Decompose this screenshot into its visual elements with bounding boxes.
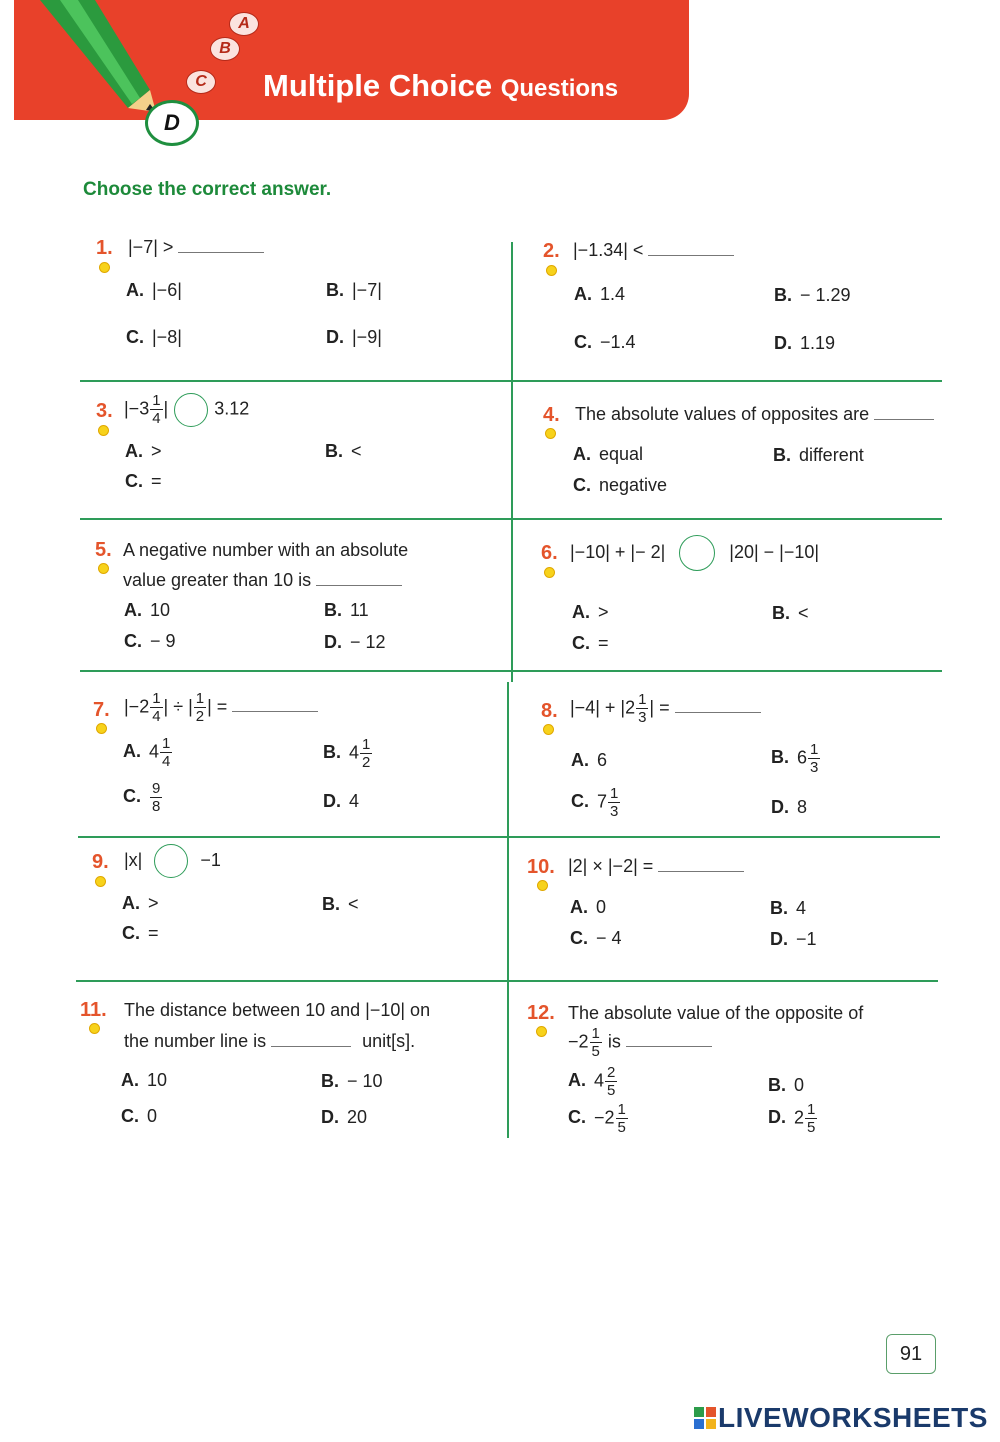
option-b[interactable]: B. < <box>772 603 809 623</box>
bullet-dot <box>536 1026 547 1037</box>
bubble-b: B <box>210 37 240 61</box>
option-a[interactable]: A. 0 <box>570 897 607 917</box>
bullet-dot <box>546 265 557 276</box>
option-d[interactable]: D. − 12 <box>324 632 386 652</box>
answer-circle[interactable] <box>679 535 715 571</box>
question-text: A negative number with an absolute <box>123 540 409 560</box>
option-d[interactable]: D. 20 <box>321 1107 368 1127</box>
bullet-dot <box>544 567 555 578</box>
option-b[interactable]: B. − 1.29 <box>774 285 851 305</box>
option-c[interactable]: C. = <box>572 633 609 653</box>
option-b[interactable]: B. < <box>322 894 359 914</box>
option-a[interactable]: A. 4 $\frac{2}{5}$ <box>568 1064 616 1099</box>
option-b[interactable]: B. 4 $\frac{1}{2}$ <box>323 736 371 771</box>
question-number: 11. <box>80 999 107 1021</box>
column-divider <box>507 682 509 1138</box>
option-c[interactable]: C. −1.4 <box>574 332 636 352</box>
option-b[interactable]: B. 4 <box>770 898 807 918</box>
question-number: 3. <box>96 400 113 422</box>
question-number: 6. <box>541 542 558 564</box>
option-d[interactable]: D. 1.19 <box>774 333 836 353</box>
question-text: |−4| + |2 $\frac{1}{3}$ | = <box>570 691 761 726</box>
option-c[interactable]: C. |−8| <box>126 327 182 347</box>
option-a[interactable]: A. > <box>122 893 159 913</box>
option-a[interactable]: A. > <box>572 602 609 622</box>
option-b[interactable]: B. − 10 <box>321 1071 383 1091</box>
option-c[interactable]: C. $\frac{9}{8}$ <box>123 780 161 815</box>
row-divider <box>80 670 942 672</box>
bubble-c: C <box>186 70 216 94</box>
row-divider <box>80 380 942 382</box>
option-c[interactable]: C. 0 <box>121 1106 158 1126</box>
column-divider <box>511 242 513 682</box>
answer-circle[interactable] <box>174 393 208 427</box>
option-c[interactable]: C. = <box>125 471 162 491</box>
option-a[interactable]: A. |−6| <box>126 280 182 300</box>
bubble-d: D <box>145 100 199 146</box>
question-number: 10. <box>527 856 555 878</box>
option-c[interactable]: C. −2 $\frac{1}{5}$ <box>568 1101 626 1136</box>
question-text: |−7| > <box>128 237 264 258</box>
question-text: |x| −1 <box>124 844 221 878</box>
option-a[interactable]: A. equal <box>573 444 644 464</box>
option-a[interactable]: A. 10 <box>121 1070 168 1090</box>
liveworksheets-icon <box>694 1407 716 1429</box>
answer-circle[interactable] <box>154 844 188 878</box>
option-a[interactable]: A. > <box>125 441 162 461</box>
page-number: 91 <box>886 1334 936 1374</box>
question-text: −2 $\frac{1}{5}$ is <box>568 1025 712 1060</box>
question-text: value greater than 10 is <box>123 570 402 591</box>
bullet-dot <box>89 1023 100 1034</box>
option-d[interactable]: D. 2 $\frac{1}{5}$ <box>768 1101 816 1136</box>
question-text: |−10| + |− 2| |20| − |−10| <box>570 535 819 571</box>
row-divider <box>76 980 938 982</box>
bullet-dot <box>537 880 548 891</box>
bullet-dot <box>96 723 107 734</box>
question-text: The absolute value of the opposite of <box>568 1003 864 1023</box>
question-text: The distance between 10 and |−10| on <box>124 1000 431 1020</box>
option-a[interactable]: A. 4 $\frac{1}{4}$ <box>123 735 171 770</box>
option-d[interactable]: D. |−9| <box>326 327 382 347</box>
option-a[interactable]: A. 10 <box>124 600 171 620</box>
option-d[interactable]: D. −1 <box>770 929 817 949</box>
option-b[interactable]: B. 11 <box>324 600 369 620</box>
option-c[interactable]: C. negative <box>573 475 668 495</box>
question-number: 5. <box>95 539 112 561</box>
bullet-dot <box>98 563 109 574</box>
option-d[interactable]: D. 8 <box>771 797 808 817</box>
bullet-dot <box>98 425 109 436</box>
bullet-dot <box>95 876 106 887</box>
question-text: |−3 $\frac{1}{4}$ | 3.12 <box>124 392 250 427</box>
question-text: |2| × |−2| = <box>568 856 744 877</box>
option-c[interactable]: C. − 4 <box>570 928 622 948</box>
row-divider <box>80 518 942 520</box>
question-number: 9. <box>92 851 109 873</box>
option-c[interactable]: C. = <box>122 923 159 943</box>
option-d[interactable]: D. 4 <box>323 791 360 811</box>
question-text: the number line is unit[s]. <box>124 1031 416 1051</box>
instruction: Choose the correct answer. <box>83 179 332 200</box>
option-b[interactable]: B. 0 <box>768 1075 805 1095</box>
question-text: The absolute values of opposites are <box>575 404 934 425</box>
question-number: 8. <box>541 700 558 722</box>
option-b[interactable]: B. 6 $\frac{1}{3}$ <box>771 741 819 776</box>
page-title: Multiple Choice Questions <box>263 68 619 103</box>
question-number: 4. <box>543 404 560 426</box>
option-a[interactable]: A. 1.4 <box>574 284 626 304</box>
bullet-dot <box>99 262 110 273</box>
bullet-dot <box>545 428 556 439</box>
question-text: |−1.34| < <box>573 240 734 261</box>
question-number: 7. <box>93 699 110 721</box>
option-c[interactable]: C. 7 $\frac{1}{3}$ <box>571 785 619 820</box>
question-text: |−2 $\frac{1}{4}$ | ÷ | $\frac{1}{2}$ | = <box>124 690 318 725</box>
question-number: 2. <box>543 240 560 262</box>
row-divider <box>78 836 940 838</box>
option-b[interactable]: B. different <box>773 445 864 465</box>
question-number: 1. <box>96 237 113 259</box>
brand-logo: LIVEWORKSHEETS <box>694 1402 988 1434</box>
option-b[interactable]: B. < <box>325 441 362 461</box>
question-number: 12. <box>527 1002 555 1024</box>
bullet-dot <box>543 724 554 735</box>
bubble-a: A <box>229 12 259 36</box>
option-a[interactable]: A. 6 <box>571 750 608 770</box>
option-b[interactable]: B. |−7| <box>326 280 382 300</box>
option-c[interactable]: C. − 9 <box>124 631 176 651</box>
